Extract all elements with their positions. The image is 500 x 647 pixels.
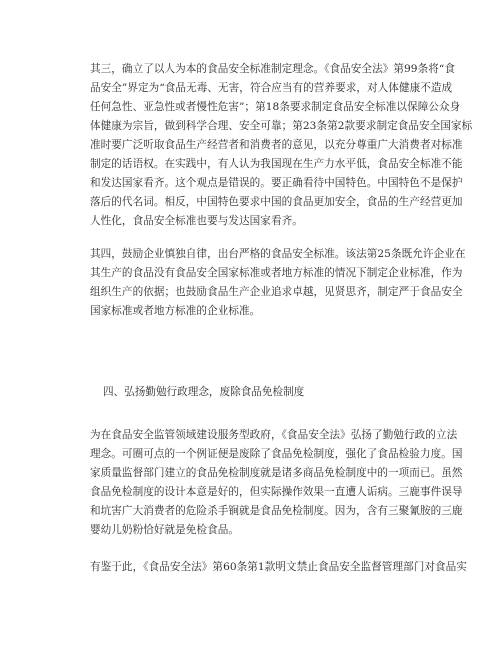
paragraph-line: 婴幼儿奶粉恰好就是免检食品。 — [90, 524, 240, 536]
paragraph-line: 有鉴于此，《食品安全法》第60条第1款明文禁止食品安全监督管理部门对食品实 — [90, 561, 467, 573]
paragraph-line: 国家标准或者地方标准的企业标准。 — [90, 305, 261, 317]
paragraph-line: 和坑害广大消费者的危险杀手锏就是食品免检制度。因为，含有三聚氰胺的三鹿 — [90, 505, 463, 517]
paragraph-line: 任何急性、亚急性或者慢性危害”；第18条要求制定食品安全标准以保障公众身 — [90, 101, 461, 113]
paragraph-line: 品安全”界定为“食品无毒、无害，符合应当有的营养要求，对人体健康不造成 — [90, 82, 453, 94]
paragraph-line: 和发达国家看齐。这个观点是错误的。要正确看待中国特色。中国特色不是保护 — [90, 177, 463, 189]
paragraph-line: 体健康为宗旨，做到科学合理、安全可靠；第23条第2款要求制定食品安全国家标 — [90, 120, 473, 132]
paragraph-line: 其生产的食品没有食品安全国家标准或者地方标准的情况下制定企业标准，作为 — [90, 267, 463, 279]
paragraph-line: 落后的代名词。相反，中国特色要求中国的食品更加安全，食品的生产经营更加 — [90, 196, 463, 208]
paragraph-line: 其四，鼓励企业慎独自律，出台严格的食品安全标准。该法第25条既允许企业在 — [90, 248, 466, 260]
paragraph-line: 人性化，食品安全标准也要与发达国家看齐。 — [90, 215, 303, 227]
paragraph-line: 准时要广泛听取食品生产经营者和消费者的意见，以充分尊重广大消费者对标准 — [90, 139, 463, 151]
paragraph-line: 食品免检制度的设计本意是好的，但实际操作效果一直遭人诟病。三鹿事件误导 — [90, 486, 463, 498]
paragraph-line: 其三，确立了以人为本的食品安全标准制定理念。《食品安全法》第99条将“食 — [90, 63, 455, 75]
paragraph-line: 制定的话语权。在实践中，有人认为我国现在生产力水平低，食品安全标准不能 — [90, 158, 463, 170]
section-heading: 四、弘扬勤勉行政理念，废除食品免检制度 — [103, 386, 305, 398]
paragraph-line: 组织生产的依据；也鼓励食品生产企业追求卓越，见贤思齐，制定严于食品安全 — [90, 286, 463, 298]
paragraph-line: 理念。可圈可点的一个例证便是废除了食品免检制度，强化了食品检验力度。国 — [90, 448, 463, 460]
paragraph-line: 家质量监督部门建立的食品免检制度就是诸多商品免检制度中的一项而已。虽然 — [90, 467, 463, 479]
paragraph-line: 为在食品安全监管领域建设服务型政府，《食品安全法》弘扬了勤勉行政的立法 — [90, 429, 458, 441]
